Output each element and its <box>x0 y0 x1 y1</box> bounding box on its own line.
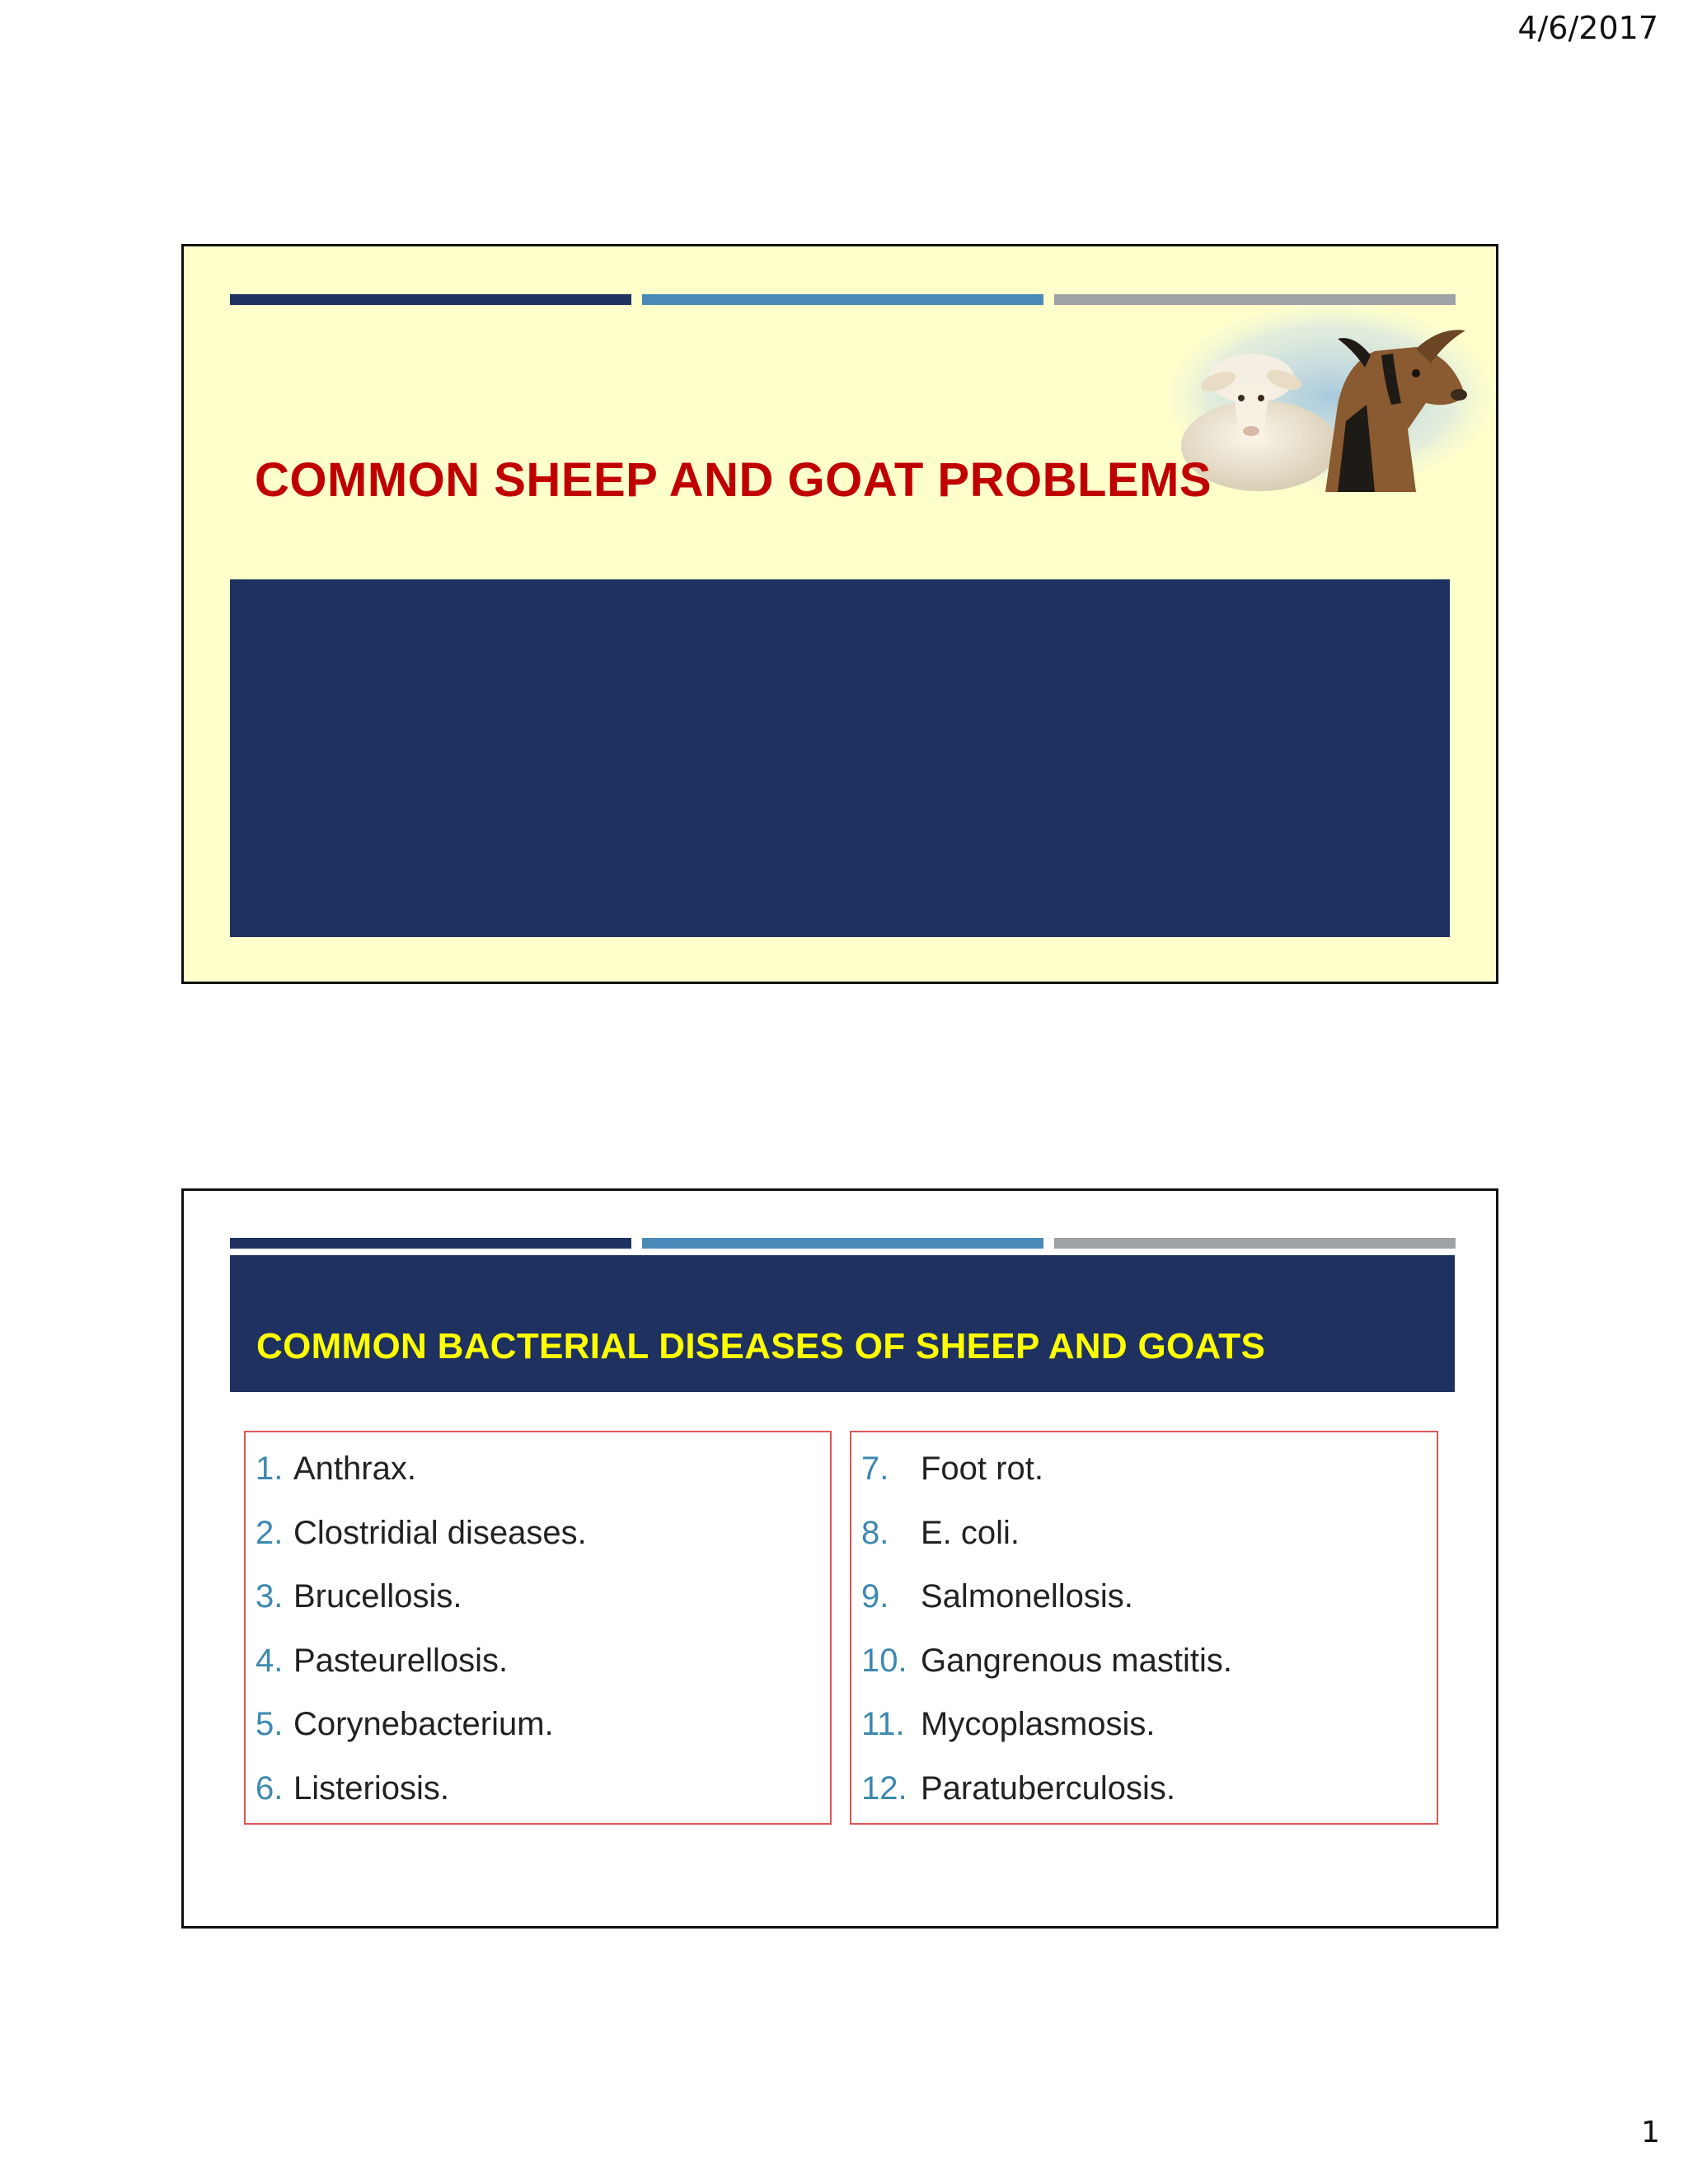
list-item <box>256 1444 830 1508</box>
item-number: 4. <box>256 1642 284 1679</box>
accent-bar-blue <box>642 1238 1043 1249</box>
date-stamp: 4/6/2017 <box>1517 10 1658 46</box>
slide-title <box>181 244 1498 984</box>
item-number: 9. <box>861 1578 889 1615</box>
item-text: Brucellosis. <box>293 1578 462 1615</box>
item-number: 8. <box>861 1514 889 1551</box>
list-item <box>861 1699 1437 1764</box>
list-item <box>861 1636 1437 1700</box>
sheep-goat-image <box>1169 306 1492 492</box>
list-item <box>861 1444 1437 1508</box>
item-text: Gangrenous mastitis. <box>921 1642 1232 1679</box>
disease-list-left <box>244 1431 832 1825</box>
slide-title-text: COMMON SHEEP AND GOAT PROBLEMS <box>255 453 1212 507</box>
item-number: 3. <box>256 1578 284 1615</box>
accent-bar-navy <box>230 294 631 305</box>
item-text: Salmonellosis. <box>921 1578 1133 1615</box>
accent-bar-blue <box>642 294 1043 305</box>
item-text: Listeriosis. <box>293 1769 449 1807</box>
slide-heading: COMMON BACTERIAL DISEASES OF SHEEP AND GOATS <box>256 1326 1266 1366</box>
item-text: Pasteurellosis. <box>293 1642 509 1679</box>
subtitle-box <box>230 579 1450 937</box>
item-number: 1. <box>256 1451 284 1487</box>
accent-bar-gray <box>1054 294 1456 305</box>
accent-bar-gray <box>1054 1238 1456 1249</box>
list-item <box>256 1508 830 1572</box>
item-number: 6. <box>256 1769 284 1807</box>
item-text: Paratuberculosis. <box>921 1769 1176 1807</box>
title-band <box>230 1255 1455 1392</box>
item-text: Mycoplasmosis. <box>921 1706 1156 1742</box>
item-number: 12. <box>861 1769 907 1807</box>
item-text: Clostridial diseases. <box>293 1514 587 1551</box>
list-item <box>861 1508 1437 1572</box>
item-text: Foot rot. <box>921 1451 1043 1487</box>
page-number: 1 <box>1641 2116 1660 2149</box>
disease-list-right <box>850 1431 1438 1825</box>
item-text: E. coli. <box>921 1514 1020 1551</box>
item-number: 2. <box>256 1514 284 1551</box>
list-item <box>256 1699 830 1764</box>
list-item <box>861 1572 1437 1636</box>
item-number: 5. <box>256 1706 284 1742</box>
item-text: Corynebacterium. <box>293 1706 554 1742</box>
item-text: Anthrax. <box>293 1451 416 1487</box>
list-item <box>256 1572 830 1636</box>
list-item <box>256 1764 830 1828</box>
item-number: 11. <box>861 1706 905 1742</box>
item-number: 10. <box>861 1642 907 1679</box>
item-number: 7. <box>861 1451 889 1487</box>
accent-bar-navy <box>230 1238 631 1249</box>
list-item <box>256 1636 830 1700</box>
slide-diseases <box>181 1188 1498 1929</box>
list-item <box>861 1764 1437 1828</box>
